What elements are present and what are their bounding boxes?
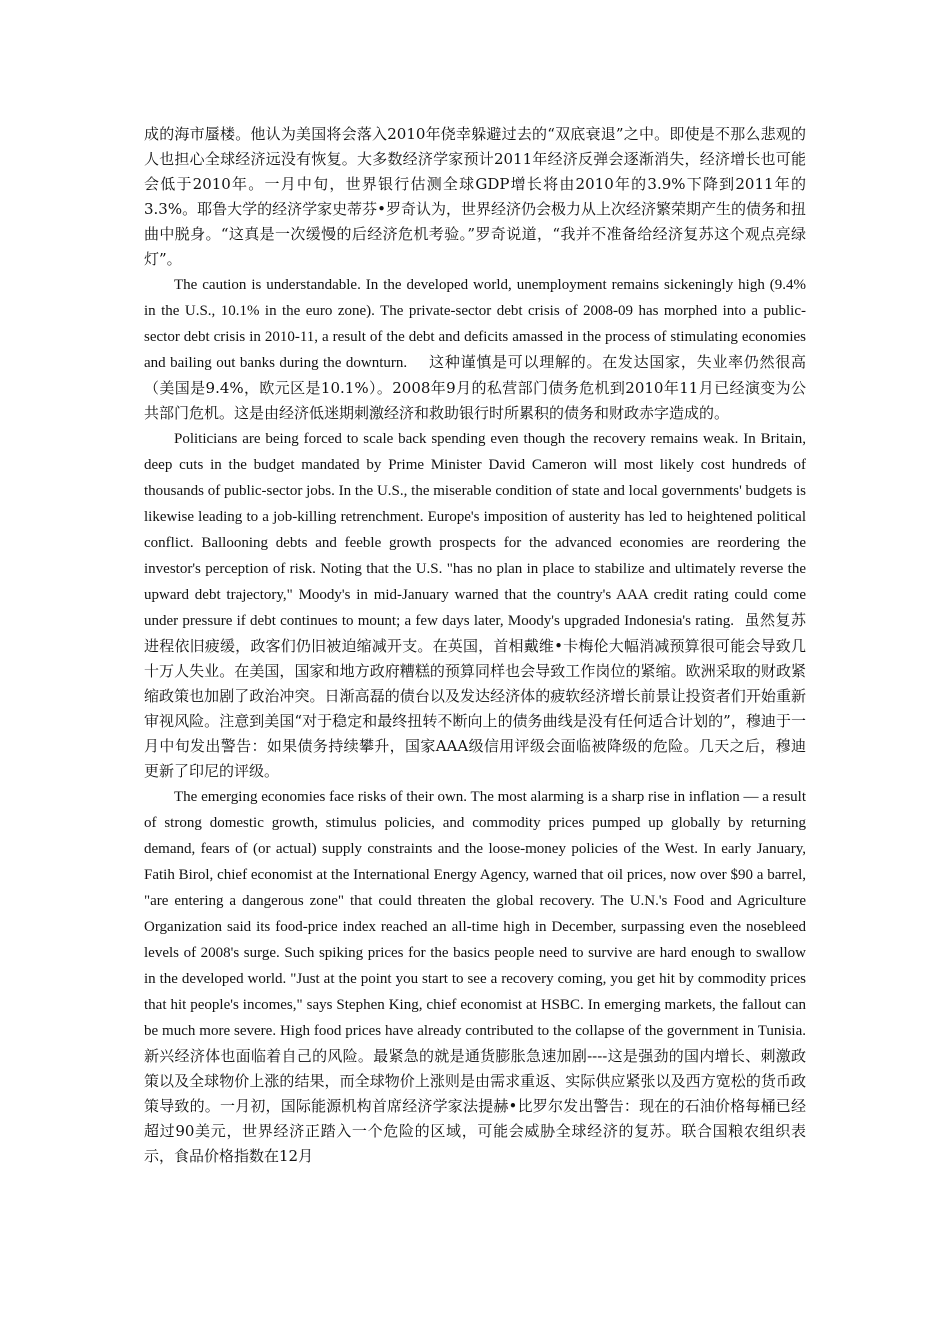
paragraph-caution [144,272,806,426]
paragraph-emerging-economies [144,784,806,1169]
paragraph-english-text: Politicians are being forced to scale back spending even though the recovery remains weak. In Britain, deep cuts in the budget mandated by Prime Minister David Cameron will most likely cost hundreds of thousands of public-sector jobs. In the U.S., the miserable condition of state and local governments' budgets is likewise leading to a job-killing retrenchment. Europe's imposition of austerity has led to heightened political conflict. Ballooning debts and feeble growth prospects for the advanced economies are reordering the investor's perception of risk. Noting that the U.S. "has no plan in place to stabilize and ultimately reverse the upward debt trajectory," Moody's in mid-January warned that the country's AAA credit rating could come under pressure if debt continues to mount; a few days later, Moody's upgraded Indonesia's rating. [144,431,806,629]
paragraph-english-text: The caution is understandable. In the developed world, unemployment remains sickeningly high (9.4% in the U.S., 10.1% in the euro zone). The private-sector debt crisis of 2008-09 has morphed into a public-sector debt crisis in 2010-11, a result of the debt and deficits amassed in the process of stimulating economies and bailing out banks during the downturn. [144,277,806,371]
paragraph-chinese-text: 这种谨慎是可以理解的。在发达国家，失业率仍然很高（美国是9.4%，欧元区是10.1%）。2008年9月的私营部门债务危机到2010年11月已经演变为公共部门危机。这是由经济低迷期刺激经济和救助银行时所累积的债务和财政赤字造成的。 [144,353,807,422]
paragraph-chinese-text: 成的海市蜃楼。他认为美国将会落入2010年侥幸躲避过去的“双底衰退”之中。即使是不那么悲观的人也担心全球经济远没有恢复。大多数经济学家预计2011年经济反弹会逐渐消失，经济增长也可能会低于2010年。一月中旬，世界银行估测全球GDP增长将由2010年的3.9%下降到2011年的3.3%。耶鲁大学的经济学家史蒂芬•罗奇认为，世界经济仍会极力从上次经济繁荣期产生的债务和扭曲中脱身。“这真是一次缓慢的后经济危机考验。”罗奇说道，“我并不准备给经济复苏这个观点亮绿灯”。 [144,125,806,268]
paragraph-chinese-text: 虽然复苏进程依旧疲缓，政客们仍旧被迫缩减开支。在英国，首相戴维•卡梅伦大幅消减预算很可能会导致几十万人失业。在美国，国家和地方政府糟糕的预算同样也会导致工作岗位的紧缩。欧洲采取的财政紧缩政策也加剧了政治冲突。日渐高磊的债台以及发达经济体的疲软经济增长前景让投资者们开始重新审视风险。注意到美国“对于稳定和最终扭转不断向上的债务曲线是没有任何适合计划的”，穆迪于一月中旬发出警告：如果债务持续攀升，国家AAA级信用评级会面临被降级的危险。几天之后，穆迪更新了印尼的评级。 [144,611,806,780]
document-page [144,122,806,1169]
paragraph-politicians-spending [144,426,806,784]
paragraph-double-dip-outlook [144,122,806,272]
paragraph-chinese-text: 新兴经济体也面临着自己的风险。最紧急的就是通货膨胀急速加剧----这是强劲的国内增长、刺激政策以及全球物价上涨的结果，而全球物价上涨则是由需求重返、实际供应紧张以及西方宽松的货币政策导致的。一月初，国际能源机构首席经济学家法提赫•比罗尔发出警告：现在的石油价格每桶已经超过90美元，世界经济正踏入一个危险的区域，可能会威胁全球经济的复苏。联合国粮农组织表示，食品价格指数在12月 [144,1047,806,1165]
paragraph-english-text: The emerging economies face risks of their own. The most alarming is a sharp rise in inflation — a result of strong domestic growth, stimulus policies, and commodity prices pumped up globally by returning demand, fears of (or actual) supply constraints and the loose-money policies of the West. In early January, Fatih Birol, chief economist at the International Energy Agency, warned that oil prices, now over $90 a barrel, "are entering a dangerous zone" that could threaten the global recovery. The U.N.'s Food and Agriculture Organization said its food-price index reached an all-time high in December, surpassing even the nosebleed levels of 2008's surge. Such spiking prices for the basics people need to survive are hard enough to swallow in the developed world. "Just at the point you start to see a recovery coming, you get hit by commodity prices that hit people's incomes," says Stephen King, chief economist at HSBC. In emerging markets, the fallout can be much more severe. High food prices have already contributed to the collapse of the government in Tunisia. [144,789,806,1039]
